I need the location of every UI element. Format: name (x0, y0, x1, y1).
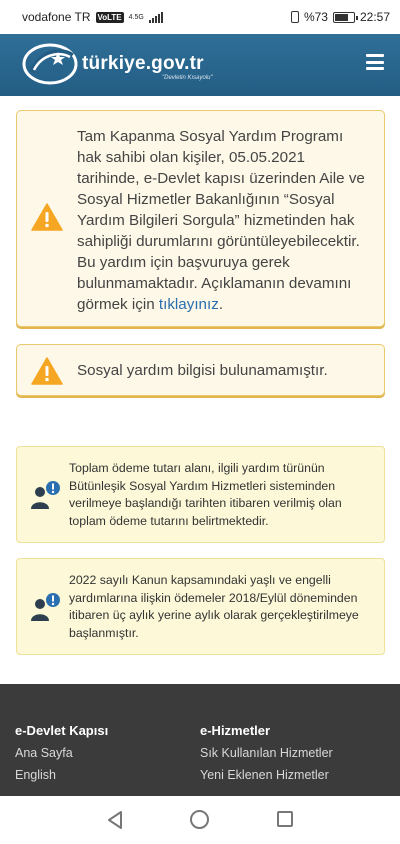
footer-link-english[interactable]: English (15, 768, 56, 782)
site-footer (0, 684, 400, 796)
person-info-icon (29, 481, 61, 511)
site-header (0, 34, 400, 96)
footer-column-edevlet (15, 723, 108, 790)
carrier-name: vodafone TR (22, 10, 91, 24)
network-type: 4.5G (128, 13, 144, 21)
not-found-text: Sosyal yardım bilgisi bulunamamıştır. (77, 362, 328, 379)
not-found-alert (16, 344, 385, 396)
system-nav-bar (0, 796, 400, 844)
info-text: 2022 sayılı Kanun kapsamındaki yaşlı ve engelli yardımlarına ilişkin ödemeler 2018/Eylül döneminden itibaren üç aylık yerine aylık olarak gerçekleştirilmeye başlanmıştır. (69, 573, 359, 640)
warning-triangle-icon (31, 357, 63, 385)
footer-link-new-services[interactable]: Yeni Eklenen Hizmetler (200, 768, 329, 782)
battery-icon (333, 12, 355, 23)
logo-text: türkiye.gov.tr (82, 53, 204, 74)
site-logo[interactable] (22, 40, 252, 90)
footer-heading: e-Hizmetler (200, 723, 271, 738)
hamburger-menu-icon[interactable] (366, 54, 384, 70)
program-notice-text (77, 126, 370, 315)
back-icon[interactable] (106, 810, 124, 830)
info-box-total-payment (16, 446, 385, 543)
clock: 22:57 (359, 10, 390, 24)
info-text: Toplam ödeme tutarı alanı, ilgili yardım türünün Bütünleşik Sosyal Yardım Hizmetleri sisteminden verilmeye başlandığı tarihten itibaren verilmiş olan toplam ödeme tutarını belirtmektedir. (69, 461, 342, 528)
signal-icon (149, 12, 163, 23)
program-notice-alert (16, 110, 385, 327)
status-bar (0, 0, 400, 34)
info-box-law-2022 (16, 558, 385, 655)
warning-triangle-icon (31, 203, 63, 231)
recent-apps-icon[interactable] (277, 811, 293, 827)
details-link[interactable]: tıklayınız (158, 296, 219, 313)
vibrate-icon (291, 11, 299, 23)
footer-column-services (200, 723, 333, 790)
person-info-icon (29, 593, 61, 623)
program-notice-suffix: . (218, 296, 224, 313)
battery-percent: %73 (303, 10, 328, 24)
home-icon[interactable] (190, 810, 209, 829)
volte-badge: VoLTE (97, 12, 122, 22)
crescent-star-logo-icon (22, 42, 78, 86)
program-notice-body: Tam Kapanma Sosyal Yardım Programı hak sahibi olan kişiler, 05.05.2021 tarihinde, e-Devlet kapısı üzerinden Aile ve Sosyal Hizmetler Bakanlığının “Sosyal Yardım Bilgileri Sorgula” hizmetinden hak sahipliği durumlarını görüntüleyebilecektir. Bu yardım için başvuruya gerek bulunmamaktadır. Açıklamanın devamını görmek için (77, 128, 365, 313)
footer-link-popular-services[interactable]: Sık Kullanılan Hizmetler (200, 746, 333, 760)
footer-link-home[interactable]: Ana Sayfa (15, 746, 73, 760)
footer-heading: e-Devlet Kapısı (15, 723, 109, 738)
logo-tagline: "Devletin Kısayolu" (162, 75, 213, 81)
